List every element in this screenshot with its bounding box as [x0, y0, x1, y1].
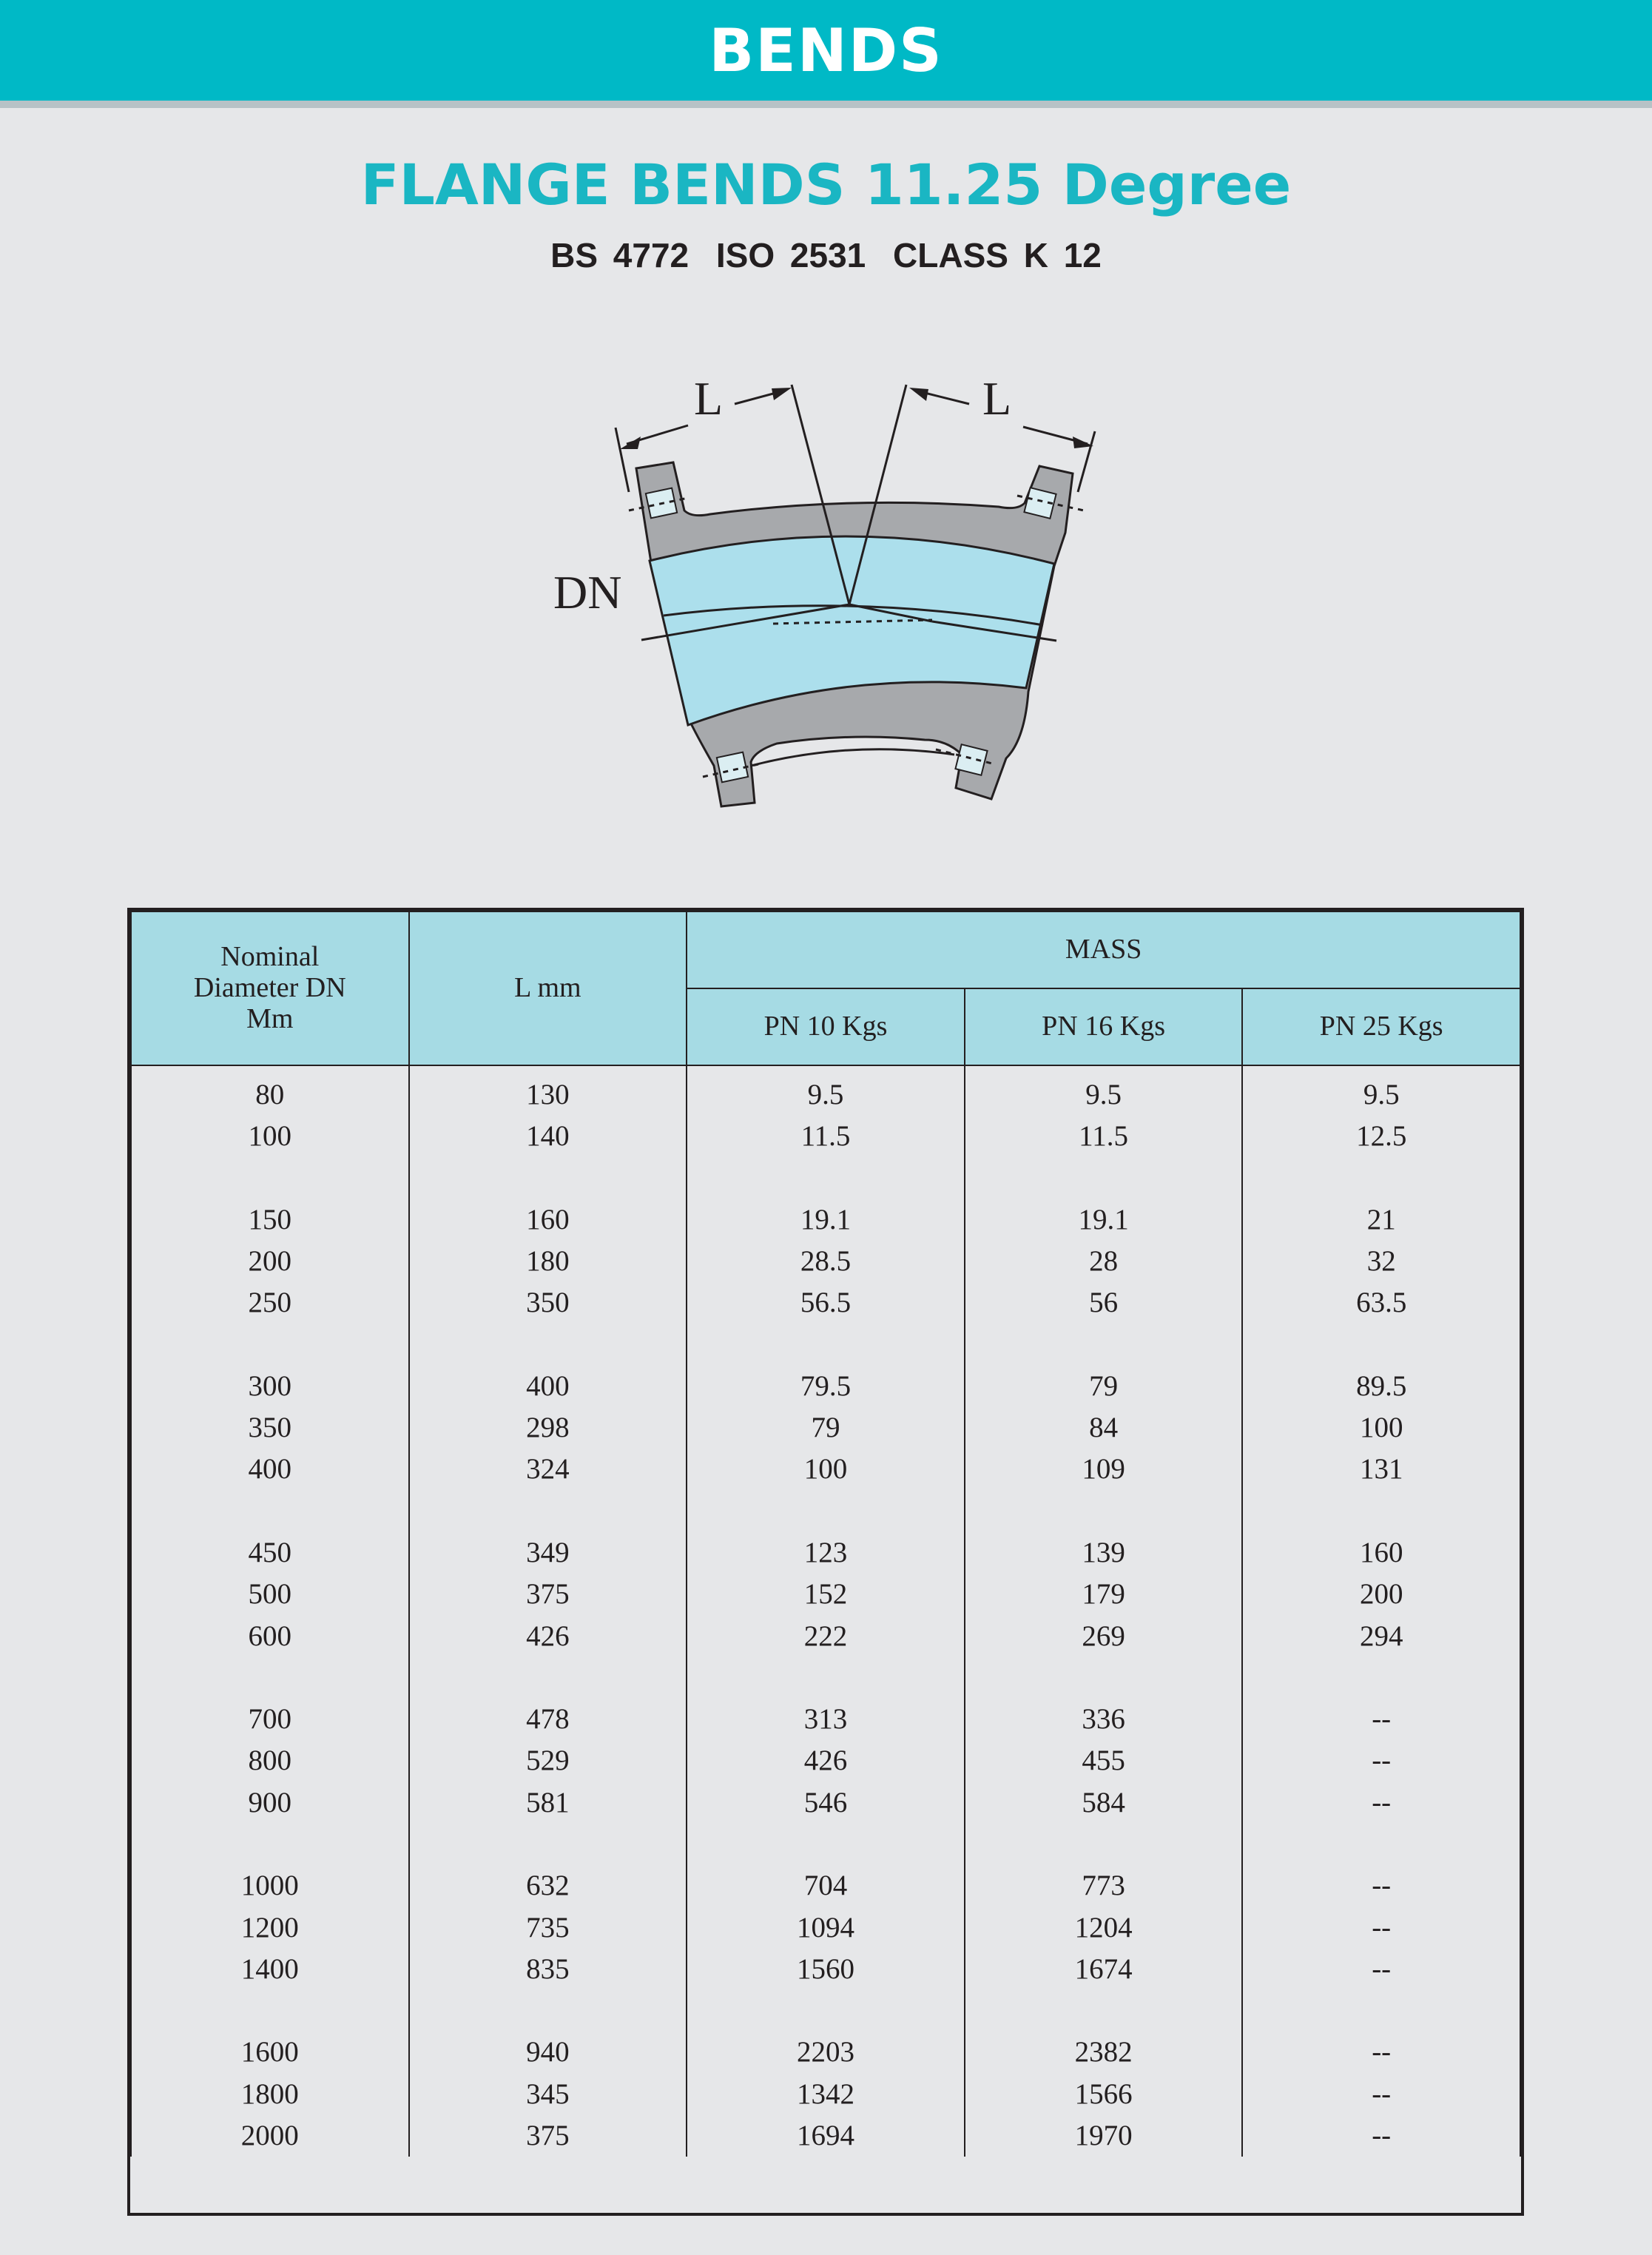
group-spacer — [131, 1324, 1520, 1365]
table-cell: -- — [1242, 1740, 1520, 1782]
length-label-right: L — [982, 372, 1012, 425]
col-nominal-header — [131, 911, 409, 1065]
table-cell: 704 — [687, 1865, 965, 1907]
table-cell: 800 — [131, 1740, 409, 1782]
bend-diagram — [0, 355, 1652, 829]
table-cell: 179 — [965, 1574, 1243, 1615]
col-pn16-header: PN 16 Kgs — [965, 988, 1243, 1065]
table-cell: 89.5 — [1242, 1365, 1520, 1406]
table-cell: 1566 — [965, 2073, 1243, 2114]
table-cell: 109 — [965, 1449, 1243, 1490]
group-spacer — [131, 1823, 1520, 1864]
table-cell: 900 — [131, 1782, 409, 1823]
table-row — [131, 1281, 1520, 1323]
table-body — [131, 1065, 1520, 2157]
table-cell: 500 — [131, 1574, 409, 1615]
table-row — [131, 1698, 1520, 1739]
col-nominal-line-2: Diameter DN — [193, 972, 346, 1004]
table-cell: 546 — [687, 1782, 965, 1823]
table-cell: 100 — [1242, 1406, 1520, 1448]
table-row — [131, 1740, 1520, 1782]
col-pn10-header: PN 10 Kgs — [687, 988, 965, 1065]
table-cell: 294 — [1242, 1615, 1520, 1656]
table-row — [131, 1199, 1520, 1240]
table-cell: 150 — [131, 1199, 409, 1240]
section-title: BENDS — [709, 16, 943, 85]
table-cell: 160 — [409, 1199, 687, 1240]
bend-body-outline — [636, 462, 1073, 806]
table-cell: 79.5 — [687, 1365, 965, 1406]
table-cell: 130 — [409, 1065, 687, 1115]
page-title: FLANGE BENDS 11.25 Degree — [360, 152, 1292, 218]
table-cell: 313 — [687, 1698, 965, 1739]
table-cell: 80 — [131, 1065, 409, 1115]
table-cell: 375 — [409, 1574, 687, 1615]
group-spacer — [131, 1157, 1520, 1199]
table-cell: 1200 — [131, 1907, 409, 1948]
table-cell: 140 — [409, 1115, 687, 1156]
col-nominal-line-3: Mm — [246, 1002, 294, 1034]
table-row — [131, 1531, 1520, 1573]
table-row — [131, 1115, 1520, 1156]
standard-bs: BS 4772 — [550, 236, 690, 274]
table-cell: 478 — [409, 1698, 687, 1739]
table-cell: 9.5 — [687, 1065, 965, 1115]
bolt-hole-bottom-right — [955, 744, 987, 775]
table-cell: 19.1 — [965, 1199, 1243, 1240]
table-cell: -- — [1242, 2073, 1520, 2114]
table-cell: 584 — [965, 1782, 1243, 1823]
table-cell: 160 — [1242, 1531, 1520, 1573]
table-cell: -- — [1242, 1865, 1520, 1907]
table-cell: 1694 — [687, 2114, 965, 2156]
table-cell: 79 — [687, 1406, 965, 1448]
table-cell: 123 — [687, 1531, 965, 1573]
table-cell: 152 — [687, 1574, 965, 1615]
table-cell: 1400 — [131, 1948, 409, 1989]
table-cell: 11.5 — [965, 1115, 1243, 1156]
standards-line — [0, 235, 1652, 275]
table-row — [131, 2073, 1520, 2114]
table-cell: 1800 — [131, 2073, 409, 2114]
table-cell: 426 — [409, 1615, 687, 1656]
table-cell: 1094 — [687, 1907, 965, 1948]
table-cell: 400 — [131, 1449, 409, 1490]
dimensions-table — [127, 908, 1524, 2216]
table-cell: 300 — [131, 1365, 409, 1406]
table-cell: 350 — [409, 1281, 687, 1323]
table-cell: 1674 — [965, 1948, 1243, 1989]
table-cell: 632 — [409, 1865, 687, 1907]
table-cell: 250 — [131, 1281, 409, 1323]
table-cell: 12.5 — [1242, 1115, 1520, 1156]
col-nominal-line-1: Nominal — [220, 941, 320, 973]
table-cell: 56.5 — [687, 1281, 965, 1323]
table-cell: 324 — [409, 1449, 687, 1490]
table-cell: 56 — [965, 1281, 1243, 1323]
table-cell: 100 — [687, 1449, 965, 1490]
table-cell: 1560 — [687, 1948, 965, 1989]
table-row — [131, 1615, 1520, 1656]
table-cell: 84 — [965, 1406, 1243, 1448]
table-cell: 375 — [409, 2114, 687, 2156]
header-bar — [0, 0, 1652, 108]
table-cell: 180 — [409, 1240, 687, 1281]
table-cell: 835 — [409, 1948, 687, 1989]
table-row — [131, 1574, 1520, 1615]
table-row — [131, 2114, 1520, 2156]
table-cell: 2382 — [965, 2032, 1243, 2073]
table-row — [131, 1865, 1520, 1907]
group-spacer — [131, 1990, 1520, 2032]
table-cell: 9.5 — [1242, 1065, 1520, 1115]
col-mass-header: MASS — [687, 911, 1520, 988]
table-cell: 28 — [965, 1240, 1243, 1281]
table-cell: -- — [1242, 1907, 1520, 1948]
table-cell: 2000 — [131, 2114, 409, 2156]
table-cell: 79 — [965, 1365, 1243, 1406]
table-cell: 21 — [1242, 1199, 1520, 1240]
table-cell: 600 — [131, 1615, 409, 1656]
table-cell: 529 — [409, 1740, 687, 1782]
table-row — [131, 1065, 1520, 1115]
diameter-label: DN — [553, 566, 622, 618]
table-cell: -- — [1242, 1948, 1520, 1989]
table-cell: 345 — [409, 2073, 687, 2114]
table-cell: 19.1 — [687, 1199, 965, 1240]
table-row — [131, 1782, 1520, 1823]
table-cell: 940 — [409, 2032, 687, 2073]
table-cell: 349 — [409, 1531, 687, 1573]
standard-iso: ISO 2531 — [715, 236, 866, 274]
table-row — [131, 1365, 1520, 1406]
table-cell: 1970 — [965, 2114, 1243, 2156]
table-cell: 63.5 — [1242, 1281, 1520, 1323]
col-pn25-header: PN 25 Kgs — [1242, 988, 1520, 1065]
table-cell: 11.5 — [687, 1115, 965, 1156]
table-cell: 200 — [1242, 1574, 1520, 1615]
table-cell: 269 — [965, 1615, 1243, 1656]
table-cell: 1000 — [131, 1865, 409, 1907]
table-row — [131, 1449, 1520, 1490]
table-row — [131, 1948, 1520, 1989]
table-row — [131, 1907, 1520, 1948]
table-cell: 450 — [131, 1531, 409, 1573]
table-cell: 350 — [131, 1406, 409, 1448]
length-label-left: L — [694, 372, 724, 425]
table-row — [131, 1240, 1520, 1281]
table-cell: 455 — [965, 1740, 1243, 1782]
group-spacer — [131, 1490, 1520, 1531]
table-cell: -- — [1242, 1698, 1520, 1739]
table-cell: 9.5 — [965, 1065, 1243, 1115]
table-cell: 1600 — [131, 2032, 409, 2073]
table-cell: -- — [1242, 2114, 1520, 2156]
table-row — [131, 1406, 1520, 1448]
table-cell: 131 — [1242, 1449, 1520, 1490]
table-cell: 1204 — [965, 1907, 1243, 1948]
table-cell: 222 — [687, 1615, 965, 1656]
table-cell: 298 — [409, 1406, 687, 1448]
table-cell: 32 — [1242, 1240, 1520, 1281]
table-cell: 100 — [131, 1115, 409, 1156]
table-cell: 2203 — [687, 2032, 965, 2073]
table-cell: 426 — [687, 1740, 965, 1782]
group-spacer — [131, 1656, 1520, 1698]
col-length-header: L mm — [409, 911, 687, 1065]
standard-class: CLASS K 12 — [893, 236, 1102, 274]
table-cell: -- — [1242, 1782, 1520, 1823]
table-cell: -- — [1242, 2032, 1520, 2073]
table-row — [131, 2032, 1520, 2073]
table-cell: 200 — [131, 1240, 409, 1281]
table-cell: 139 — [965, 1531, 1243, 1573]
table-cell: 336 — [965, 1698, 1243, 1739]
table-cell: 735 — [409, 1907, 687, 1948]
table-cell: 28.5 — [687, 1240, 965, 1281]
table-cell: 400 — [409, 1365, 687, 1406]
table-cell: 773 — [965, 1865, 1243, 1907]
table-cell: 581 — [409, 1782, 687, 1823]
table-cell: 1342 — [687, 2073, 965, 2114]
table-cell: 700 — [131, 1698, 409, 1739]
